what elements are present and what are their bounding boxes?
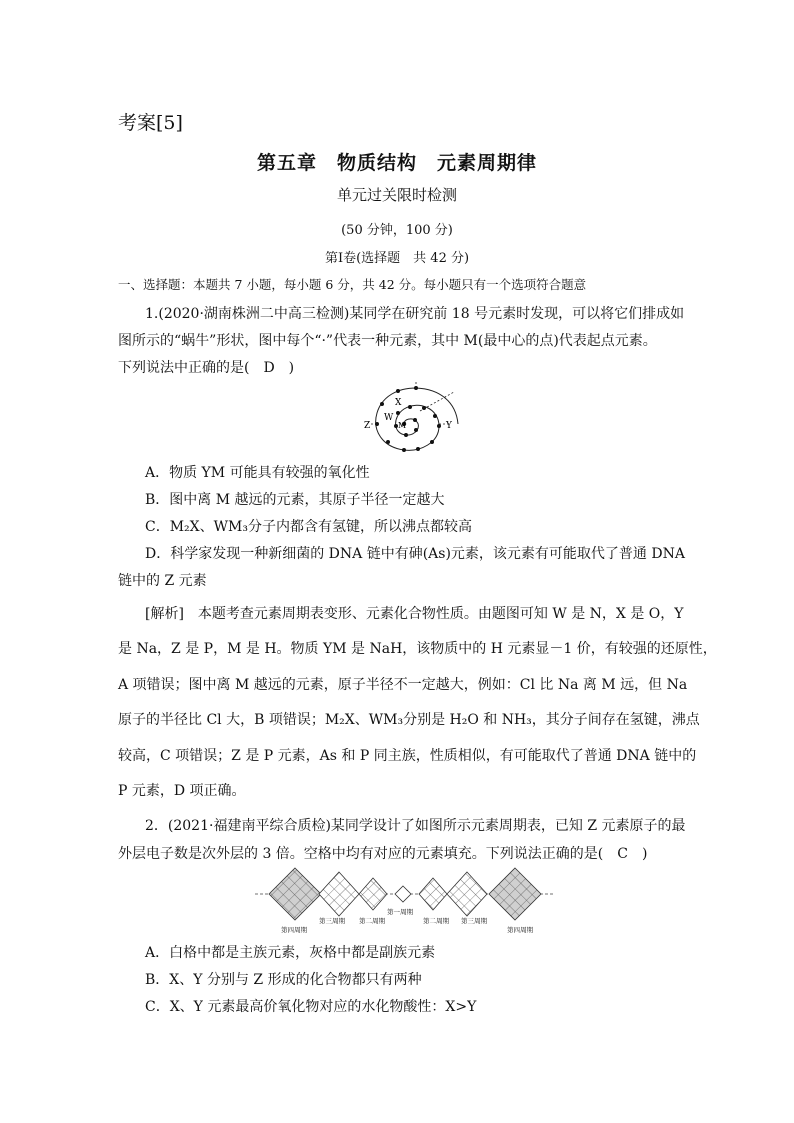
q1-analysis-line-4: 原子的半径比 Cl 大，B 项错误；M₂X、WM₃分别是 H₂O 和 NH₃，其分子间存在氢键，沸点 <box>118 712 700 728</box>
q1-stem-line-3: 下列说法中正确的是( D ) <box>118 360 295 376</box>
q2-option-b: B．X、Y 分别与 Z 形成的化合物都只有两种 <box>145 972 422 988</box>
chapter-title: 第五章 物质结构 元素周期律 <box>256 152 537 174</box>
label-period1: 第一周期 <box>387 908 413 916</box>
q1-option-a: A．物质 YM 可能具有较强的氧化性 <box>145 465 370 481</box>
q1-option-b: B．图中离 M 越远的元素，其原子半径一定越大 <box>145 492 445 508</box>
label-z: Z <box>364 421 371 431</box>
label-period3-right: 第三周期 <box>461 917 487 925</box>
q1-analysis-line-6: P 元素，D 项正确。 <box>118 783 246 799</box>
label-w: W <box>384 413 394 423</box>
q2-option-c: C．X、Y 元素最高价氧化物对应的水化物酸性：X>Y <box>145 999 477 1015</box>
diamond-periodic-figure <box>255 866 555 936</box>
case-label: 考案[5] <box>118 112 183 134</box>
q2-stem-line-2: 外层电子数是次外层的 3 倍。空格中均有对应的元素填充。下列说法正确的是( C ) <box>118 846 648 862</box>
label-m: M <box>398 421 407 430</box>
q1-analysis-line-5: 较高，C 项错误；Z 是 P 元素，As 和 P 同主族，性质相似，有可能取代了普通 DNA 链中的 <box>118 748 697 764</box>
label-period2-left: 第二周期 <box>359 917 385 925</box>
q1-stem-line-1: 1.(2020·湖南株洲二中高三检测)某同学在研究前 18 号元素时发现，可以将它们排成如 <box>145 306 685 322</box>
q1-option-d-cont: 链中的 Z 元素 <box>118 573 207 589</box>
snail-periodic-figure <box>360 380 470 462</box>
q1-option-d: D．科学家发现一种新细菌的 DNA 链中有砷(As)元素，该元素有可能取代了普通 DNA <box>145 546 685 562</box>
section-intro: 一、选择题：本题共 7 小题，每小题 6 分，共 42 分。每小题只有一个选项符合题意 <box>118 277 587 292</box>
q1-stem-line-2: 图所示的“蜗牛”形状，图中每个“·”代表一种元素，其中 M(最中心的点)代表起点元素。 <box>118 333 657 349</box>
label-period4-right: 第四周期 <box>507 926 533 934</box>
q1-option-c: C．M₂X、WM₃分子内都含有氢键，所以沸点都较高 <box>145 519 472 535</box>
q1-analysis-line-1: [解析] 本题考查元素周期表变形、元素化合物性质。由题图可知 W 是 N，X 是 O，Y <box>145 606 684 622</box>
subtitle: 单元过关限时检测 <box>336 186 457 204</box>
label-period2-right: 第二周期 <box>423 917 449 925</box>
q2-option-a: A．白格中都是主族元素，灰格中都是副族元素 <box>145 945 436 961</box>
part-title: 第Ⅰ卷(选择题 共 42 分) <box>324 251 470 266</box>
q1-analysis-line-3: A 项错误；图中离 M 越远的元素，原子半径不一定越大，例如：Cl 比 Na 离 M 远，但 Na <box>118 677 688 693</box>
label-period3-left: 第三周期 <box>319 917 345 925</box>
label-period4-left: 第四周期 <box>281 926 307 934</box>
label-x: X <box>395 398 402 408</box>
q2-stem-line-1: 2．(2021·福建南平综合质检)某同学设计了如图所示元素周期表，已知 Z 元素原子的最 <box>145 818 686 834</box>
exam-timing: (50 分钟，100 分) <box>341 223 453 238</box>
label-y: Y <box>446 421 452 431</box>
q1-analysis-line-2: 是 Na，Z 是 P，M 是 H。物质 YM 是 NaH，该物质中的 H 元素显－1 价，有较强的还原性， <box>118 641 717 657</box>
